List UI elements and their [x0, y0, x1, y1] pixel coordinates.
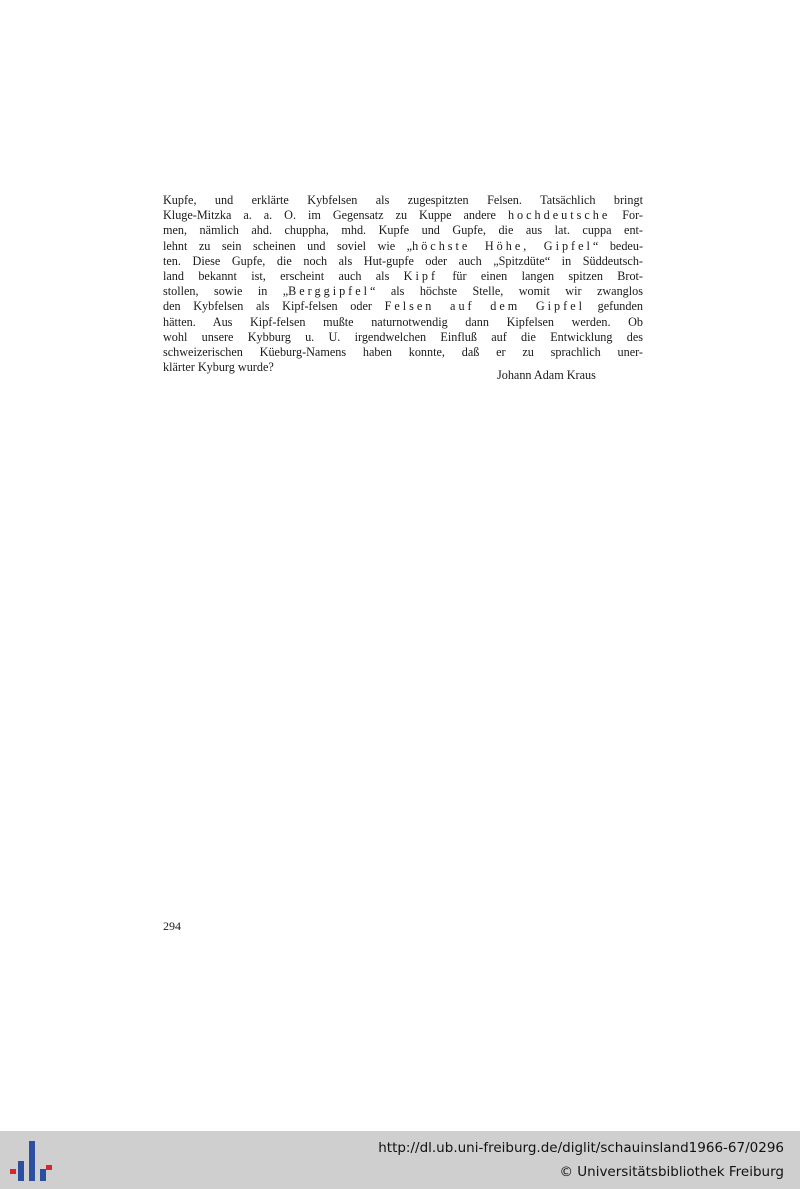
line-text: land bekannt ist, erscheint auch als	[163, 269, 404, 284]
emphasized-spaced-text: Felsen auf dem Gipfel	[384, 299, 585, 314]
footer-url-link[interactable]: http://dl.ub.uni-freiburg.de/diglit/schauinsland1966-67/0296	[378, 1140, 784, 1156]
article-line	[163, 345, 643, 360]
emphasized-spaced-text: höchste Höhe, Gipfel	[412, 238, 593, 253]
emphasized-spaced-text: Berggipfel	[288, 284, 371, 299]
line-text: gefunden	[585, 299, 643, 314]
article-line	[163, 284, 643, 299]
line-text: schweizerischen Küeburg-Namens haben konnte, daß er zu sprachlich uner-	[163, 345, 643, 360]
line-text: klärter Kyburg wurde?	[163, 360, 274, 375]
article-line	[163, 239, 643, 254]
article-line	[163, 208, 643, 223]
line-text: “ bedeu-	[592, 238, 643, 253]
article-line	[163, 330, 643, 345]
article-line	[163, 254, 643, 269]
page-number: 294	[163, 919, 181, 933]
footer-bar	[0, 1131, 800, 1189]
line-text: lehnt zu sein scheinen und soviel wie „	[163, 238, 413, 253]
line-text: stollen, sowie in „	[163, 284, 289, 299]
line-text: For-	[610, 208, 643, 223]
article-line	[163, 223, 643, 238]
author-signature: Johann Adam Kraus	[497, 368, 596, 382]
university-library-logo-icon	[10, 1139, 52, 1183]
line-text: wohl unsere Kybburg u. U. irgendwelchen Einfluß auf die Entwicklung des	[163, 329, 643, 344]
emphasized-spaced-text: Kipf	[403, 269, 438, 284]
line-text: den Kybfelsen als Kipf-felsen oder	[163, 299, 385, 314]
article-line	[163, 315, 643, 330]
emphasized-spaced-text: hochdeutsche	[507, 208, 611, 223]
article-line	[163, 269, 643, 284]
line-text: ten. Diese Gupfe, die noch als Hut-gupfe oder auch „Spitzdüte“ in Süddeutsch-	[163, 253, 643, 268]
article-line	[163, 193, 643, 208]
line-text: men, nämlich ahd. chuppha, mhd. Kupfe und Gupfe, die aus lat. cuppa ent-	[163, 223, 643, 238]
line-text: “ als höchste Stelle, womit wir zwanglos	[370, 284, 643, 299]
line-text: für einen langen spitzen Brot-	[438, 269, 643, 284]
article-line	[163, 299, 643, 314]
line-text: hätten. Aus Kipf-felsen mußte naturnotwendig dann Kipfelsen werden. Ob	[163, 314, 643, 329]
line-text: Kupfe, und erklärte Kybfelsen als zugespitzten Felsen. Tatsächlich bringt	[163, 193, 643, 207]
article-text	[163, 193, 643, 375]
line-text: Kluge-Mitzka a. a. O. im Gegensatz zu Kuppe andere	[163, 208, 508, 223]
footer-copyright: © Universitätsbibliothek Freiburg	[559, 1164, 784, 1180]
